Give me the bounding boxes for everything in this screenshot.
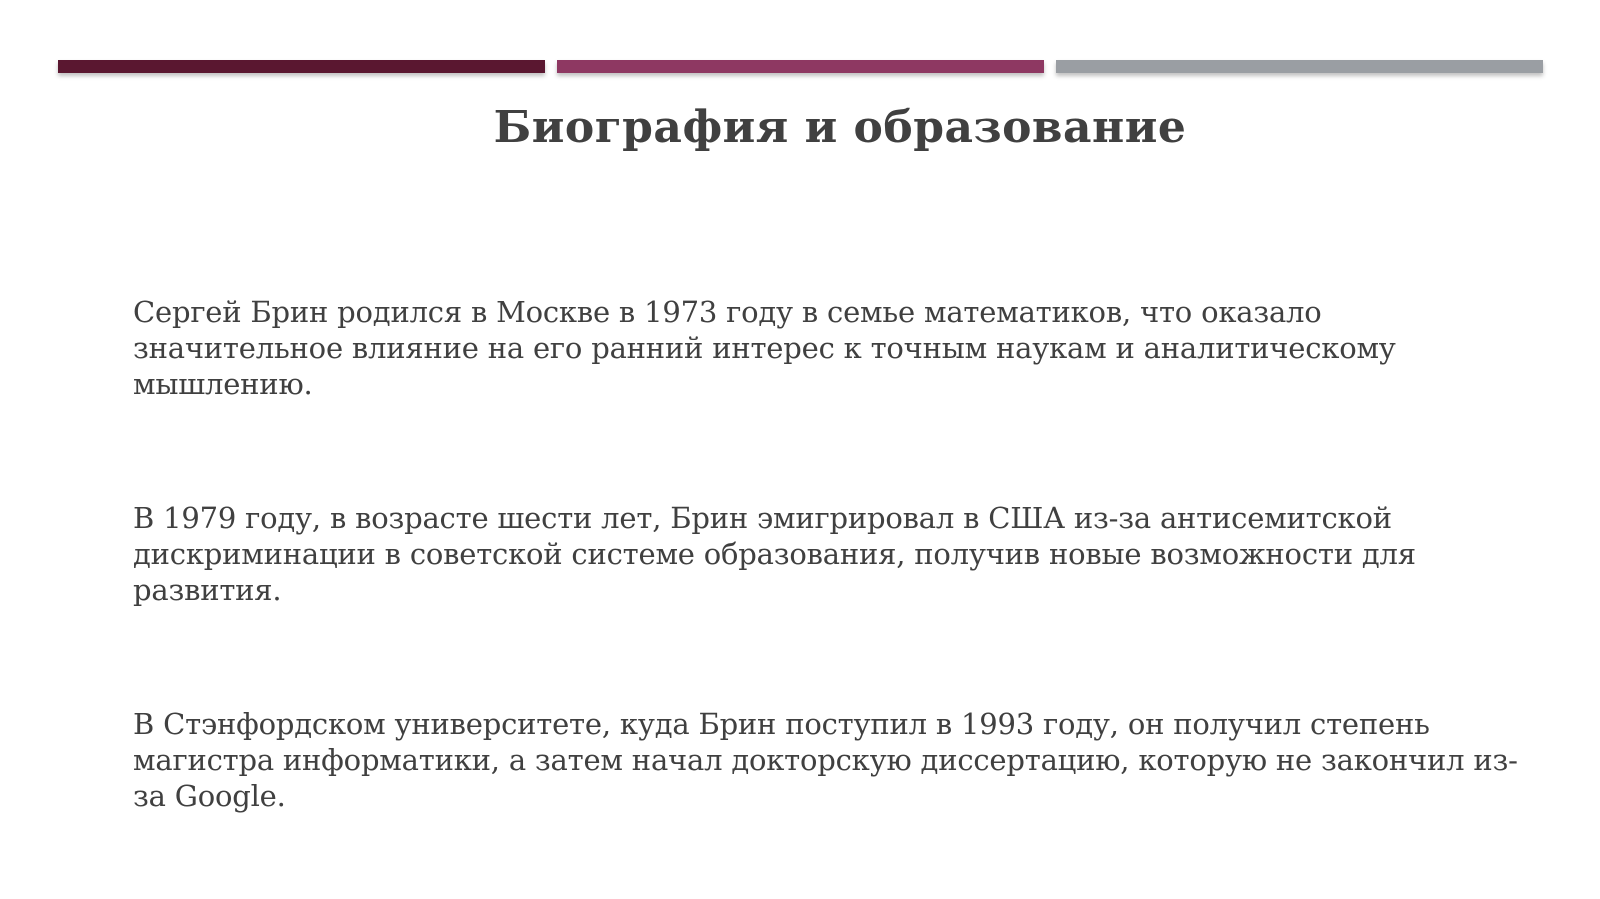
accent-bar-dark	[58, 60, 545, 73]
accent-bar-magenta	[557, 60, 1044, 73]
slide-title: Биография и образование	[493, 102, 1187, 153]
paragraph-stanford: В Стэнфордском университете, куда Брин поступил в 1993 году, он получил степень магистра информатики, а затем начал докторскую диссертацию, которую не закончил из-за Google.	[133, 707, 1518, 813]
accent-bar-gray	[1056, 60, 1543, 73]
paragraph-birth: Сергей Брин родился в Москве в 1973 году в семье математиков, что оказало значительное влияние на его ранний интерес к точным наукам и аналитическому мышлению.	[133, 295, 1396, 401]
paragraph-emigration: В 1979 году, в возрасте шести лет, Брин эмигрировал в США из-за антисемитской дискриминации в советской системе образования, получив новые возможности для развития.	[133, 501, 1416, 607]
